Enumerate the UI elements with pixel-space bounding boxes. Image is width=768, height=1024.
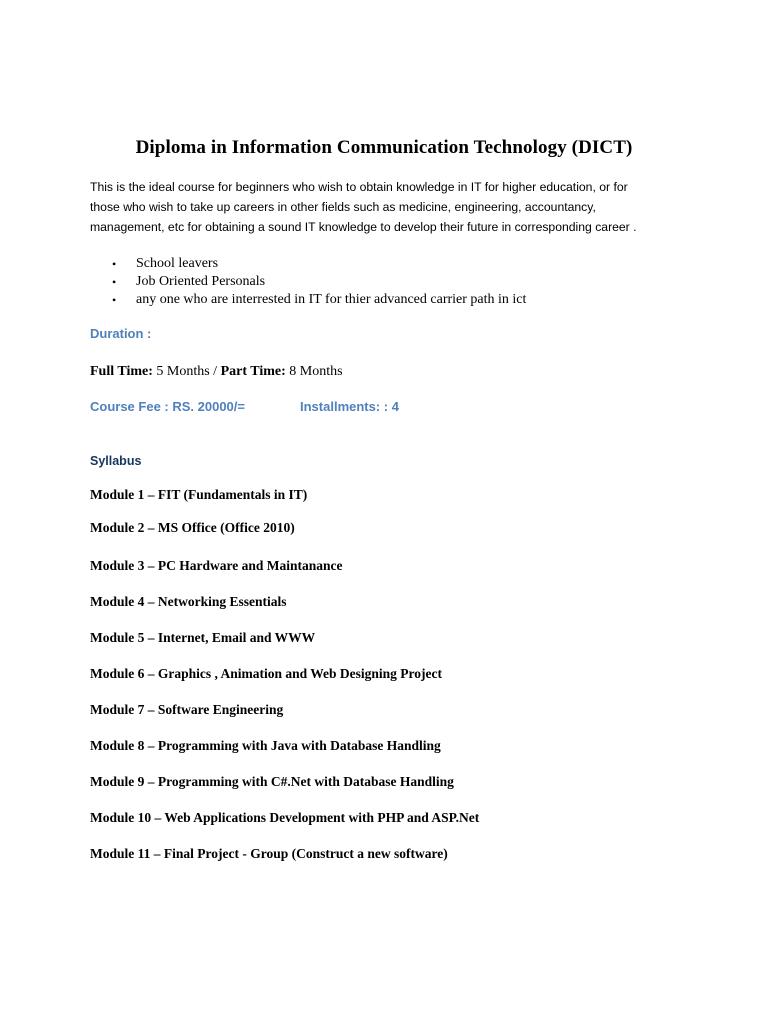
module-item: Module 10 – Web Applications Development with PHP and ASP.Net xyxy=(90,810,480,825)
module-item: Module 11 – Final Project - Group (Construct a new software) xyxy=(90,846,448,861)
duration-label: Duration : xyxy=(90,326,152,341)
module-item: Module 8 – Programming with Java with Database Handling xyxy=(90,738,441,753)
target-audience-list xyxy=(90,255,526,309)
list-item: • Job Oriented Personals xyxy=(90,273,526,291)
part-time-value: 8 Months xyxy=(285,364,343,379)
syllabus-heading: Syllabus xyxy=(90,454,142,468)
module-item: Module 7 – Software Engineering xyxy=(90,702,284,717)
installments: Installments: : 4 xyxy=(300,399,399,414)
full-time-value: 5 Months / xyxy=(152,364,221,379)
part-time-label: Part Time: xyxy=(220,364,286,379)
full-time-label: Full Time: xyxy=(90,364,153,379)
list-item: • School leavers xyxy=(90,255,526,273)
module-item: Module 1 – FIT (Fundamentals in IT) xyxy=(90,487,308,502)
document-title: Diploma in Information Communication Technology (DICT) xyxy=(135,137,633,158)
module-item: Module 4 – Networking Essentials xyxy=(90,594,287,609)
module-item: Module 3 – PC Hardware and Maintanance xyxy=(90,558,343,573)
time-line xyxy=(90,364,343,380)
list-item: • any one who are interrested in IT for thier advanced carrier path in ict xyxy=(90,291,526,309)
module-item: Module 9 – Programming with C#.Net with Database Handling xyxy=(90,774,454,789)
module-item: Module 5 – Internet, Email and WWW xyxy=(90,630,316,645)
course-fee: Course Fee : RS. 20000/= xyxy=(90,399,245,414)
module-item: Module 2 – MS Office (Office 2010) xyxy=(90,520,295,535)
module-item: Module 6 – Graphics , Animation and Web Designing Project xyxy=(90,666,443,681)
intro-paragraph: This is the ideal course for beginners who wish to obtain knowledge in IT for higher education, or for those who wish to take up careers in other fields such as medicine, engineering, accountancy, management, etc for obtaining a sound IT knowledge to develop their future in corresponding career . xyxy=(90,180,637,234)
